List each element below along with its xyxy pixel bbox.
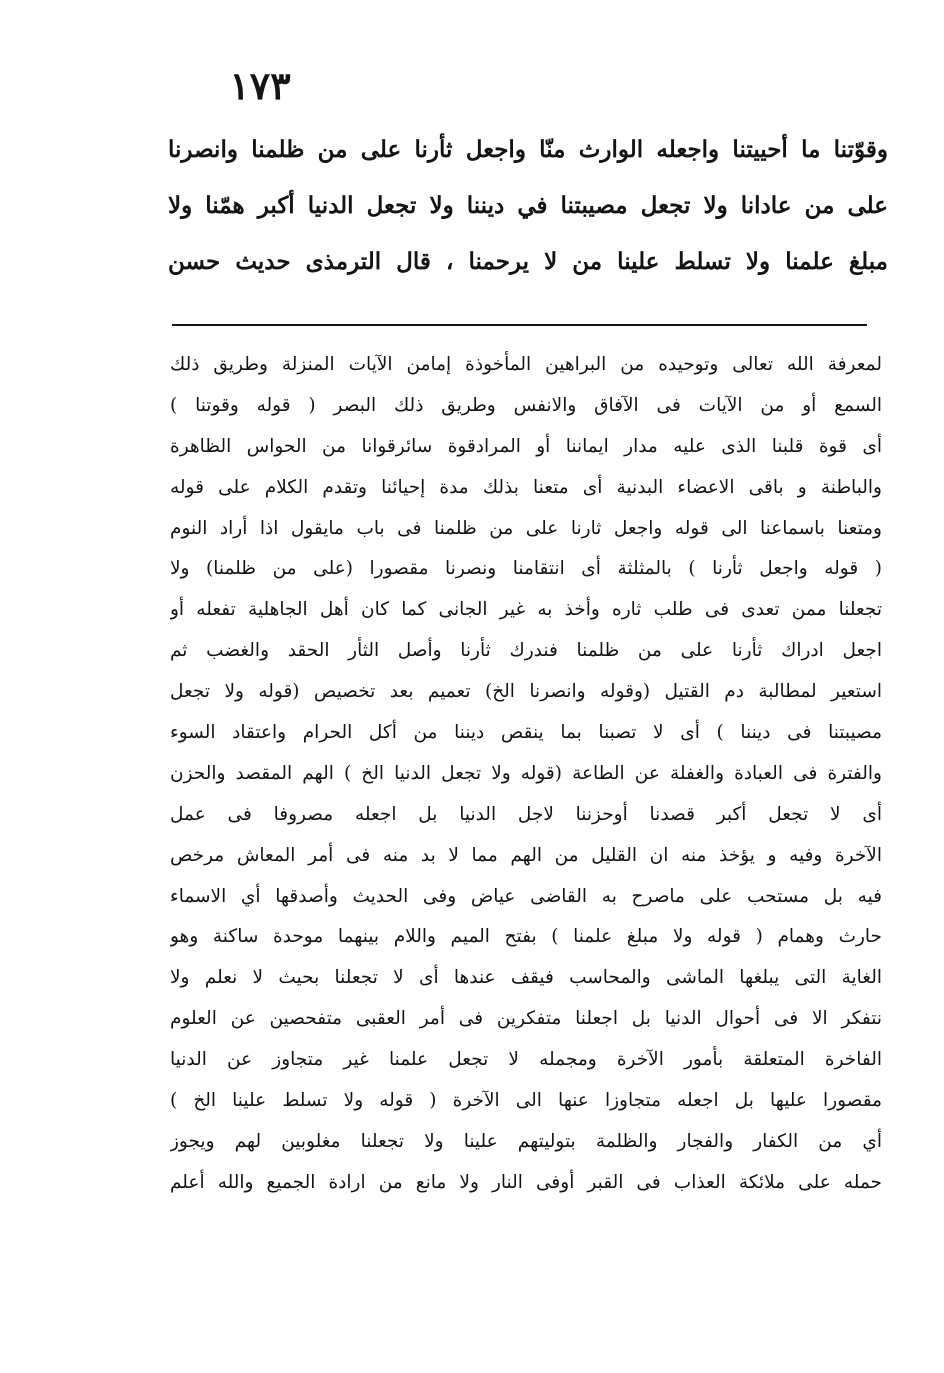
commentary-line: حمله على ملائكة العذاب فى القبر أوفى النار ولا مانع من ارادة الجميع والله أعلم: [170, 1171, 882, 1193]
commentary-line: استعير لمطالبة دم القتيل (وقوله وانصرنا الخ) تعميم بعد تخصيص (قوله ولا تجعل: [170, 681, 882, 703]
commentary-line: مصيبتنا فى ديننا ) أى لا تصبنا بما ينقص ديننا من أكل الحرام واعتقاد السوء: [170, 722, 882, 744]
commentary-line: فيه بل مستحب على ماصرح به القاضى عياض وفى الحديث وأصدقها أي الاسماء: [170, 885, 882, 907]
commentary-line: نتفكر الا فى أحوال الدنيا بل اجعلنا متفكرين فى أمر العقبى متفحصين عن العلوم: [170, 1008, 882, 1030]
commentary-line: والفترة فى العبادة والغفلة عن الطاعة (قوله ولا تجعل الدنيا الخ ) الهم المقصد والحزن: [170, 762, 882, 784]
hadith-text: [168, 122, 888, 290]
commentary-line: ( قوله واجعل ثأرنا ) بالمثلثة أى انتقامنا ونصرنا مقصورا (على من ظلمنا) ولا: [170, 558, 882, 580]
commentary-line: حارث وهمام ( قوله ولا مبلغ علمنا ) بفتح الميم واللام بينهما موحدة ساكنة وهو: [170, 926, 882, 948]
commentary-line: مقصورا عليها بل اجعله متجاوزا عنها الى الآخرة ( قوله ولا تسلط علينا الخ ): [170, 1090, 882, 1112]
commentary-text: [170, 345, 882, 1204]
commentary-line: الآخرة وفيه و يؤخذ منه ان القليل من الهم مما لا بد منه فى أمر المعاش مرخص: [170, 844, 882, 866]
commentary-line: والباطنة و باقى الاعضاء البدنية أى متعنا بذلك مدة إحيائنا وتقدم الكلام على قوله: [170, 476, 882, 498]
commentary-line: اجعل ادراك ثأرنا على من ظلمنا فندرك ثأرنا وأصل الثأر الحقد والغضب ثم: [170, 640, 882, 662]
commentary-line: أى قوة قلبنا الذى عليه مدار ايماننا أو المرادقوة سائرقوانا من الحواس الظاهرة: [170, 435, 882, 457]
page-number: ١٧٣: [229, 63, 291, 108]
commentary-line: أى لا تجعل أكبر قصدنا أوحزننا لاجل الدنيا بل اجعله مصروفا فى عمل: [170, 803, 882, 825]
commentary-line: السمع أو من الآيات فى الآفاق والانفس وطريق ذلك البصر ( قوله وقوتنا ): [170, 394, 882, 416]
commentary-line: لمعرفة الله تعالى وتوحيده من البراهين المأخوذة إمامن الآيات المنزلة وطريق ذلك: [170, 354, 882, 375]
commentary-line: الفاخرة المتعلقة بأمور الآخرة ومجمله لا تجعل علمنا غير متجاوز عن الدنيا: [170, 1049, 882, 1071]
commentary-line: تجعلنا ممن تعدى فى طلب ثاره وأخذ به غير الجانى كما كان أهل الجاهلية تفعله أو: [170, 599, 882, 621]
divider-rule: [172, 324, 867, 326]
commentary-line: ومتعنا باسماعنا الى قوله واجعل ثارنا على من ظلمنا فى باب مايقول اذا أراد النوم: [170, 517, 882, 539]
commentary-line: أي من الكفار والفجار والظلمة بتوليتهم علينا ولا تجعلنا مغلوبين لهم ويجوز: [170, 1130, 882, 1152]
hadith-line: مبلغ علمنا ولا تسلط علينا من لا يرحمنا ، قال الترمذى حديث حسن: [168, 248, 888, 275]
hadith-line: على من عادانا ولا تجعل مصيبتنا في ديننا ولا تجعل الدنيا أكبر همّنا ولا: [168, 192, 888, 219]
hadith-line: وقوّتنا ما أحييتنا واجعله الوارث منّا واجعل ثأرنا على من ظلمنا وانصرنا: [168, 136, 888, 163]
commentary-line: الغاية التى يبلغها الماشى والمحاسب فيقف عندها أى لا تجعلنا بحيث لا نعلم ولا: [170, 967, 882, 989]
